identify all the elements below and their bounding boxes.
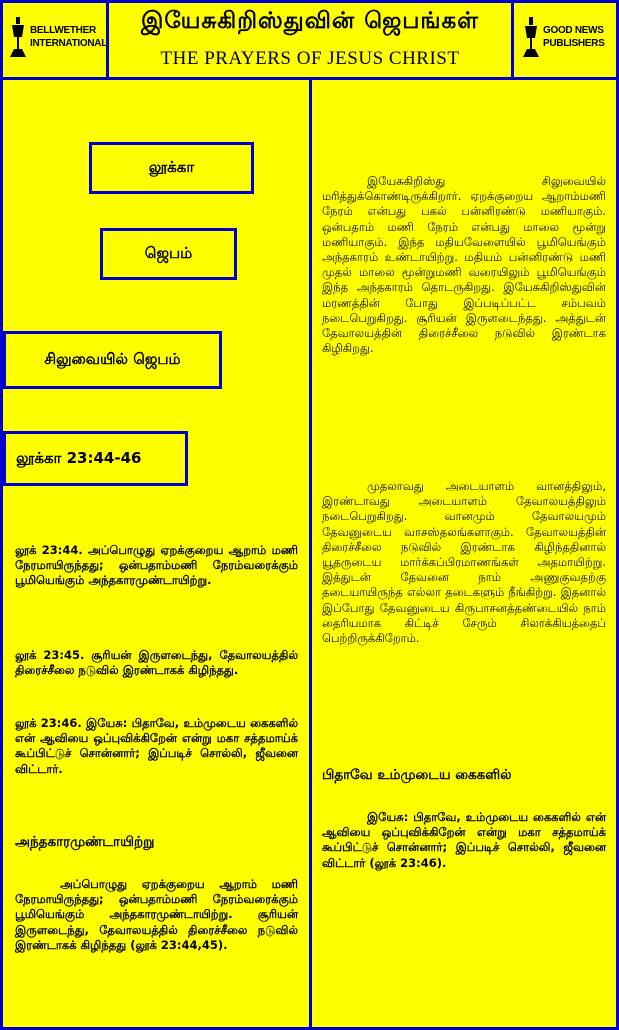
book-box: லூக்கா [89,142,254,194]
bellwether-lamp-icon [8,17,28,57]
left-logo-line1: BELLWETHER [30,25,96,36]
left-section-text: அப்பொழுது ஏறக்குறைய ஆறாம் மணி நேரமாயிருந்தது; ஒன்பதாம்மணி நேரம்வரைக்கும் பூமியெங்கும் அந்தகாரமுண்டாயிற்று. சூரியன் இருளடைந்து, தேவாலயத்தில் திரைச்சீலை நடுவில் இரண்டாகக் கிழிந்தது (லூக் 23:44,45). [15,877,298,952]
verse-1: லூக் 23:44. அப்பொழுது ஏறக்குறைய ஆறாம் மணி நேரமாயிருந்தது; ஒன்பதாம்மணி நேரம்வரைக்கும் பூமியெங்கும் அந்தகாரமுண்டாயிற்று. [15,543,298,588]
right-logo-line2: PUBLISHERS [543,38,605,49]
category-box: ஜெபம் [100,228,237,280]
title-tamil: இயேசுகிறிஸ்துவின் ஜெபங்கள் [141,8,479,34]
bellwether-logo [8,17,107,57]
reference-box: லூக்கா 23:44-46 [3,431,188,486]
verse-2: லூக் 23:45. சூரியன் இருளடைந்து, தேவாலயத்தில் திரைச்சீலை நடுவில் இரண்டாகக் கிழிந்தது. [15,648,298,678]
goodnews-logo [522,17,604,57]
right-paragraph-1: இயேசுகிறிஸ்து சிலுவையில் மரித்துக்கொண்டிருக்கிறார். ஏறக்குறைய ஆறாம்மணி நேரம் என்பது பகல் பன்னிரண்டு மணியாகும். ஒன்பதாம் மணி நேரம் என்பது மாலை மூன்று மணியாகும். இந்த மதியவேளையில் பூமியெங்கும் அந்தகாரம் உண்டாயிற்று. மதியம் பன்னிரண்டு மணி முதல் மாலை மூன்றுமணி வரையிலும் பூமியெங்கும் இந்த அந்தகாரம் தொடருகிறது. இயேசுகிறிஸ்துவின் மரணத்தின் போது இப்படிப்பட்ட சம்பவம் நடைபெறுகிறது. சூரியன் இருளடைந்தது. அத்துடன் தேவாலயத்தின் திரைச்சீலை நடுவில் இரண்டாக கிழிகிறது. [322,174,606,356]
right-logo-line1: GOOD NEWS [543,25,604,36]
subject-box: சிலுவையில் ஜெபம் [3,331,222,389]
verse-3: லூக் 23:46. இயேசு: பிதாவே, உம்முடைய கைகளில் என் ஆவியை ஒப்புவிக்கிறேன் என்று மகா சத்தமாய்க் கூப்பிட்டுச் சொன்னார்; இப்படிச் சொல்லி, ஜீவனை விட்டார். [15,716,298,776]
title-english: THE PRAYERS OF JESUS CHRIST [160,48,460,69]
right-paragraph-3: இயேசு: பிதாவே, உம்முடைய கைகளில் என் ஆவியை ஒப்புவிக்கிறேன் என்று மகா சத்தமாய்க் கூப்பிட்டுச் சொன்னார்; இப்படிச் சொல்லி, ஜீவனை விட்டார் (லூக் 23:46). [322,810,606,870]
left-section-heading: அந்தகாரமுண்டாயிற்று [15,834,155,850]
goodnews-lamp-icon [522,17,540,57]
left-logo-line2: INTERNATIONAL [30,38,108,49]
right-heading: பிதாவே உம்முடைய கைகளில் [322,767,512,783]
right-paragraph-2: முதலாவது அடையாளம் வானத்திலும், இரண்டாவது அடையாளம் தேவாலயத்திலும் நடைபெறுகிறது. வானமும் தேவாலயமும் தேவனுடைய வாசஸ்தலங்களாகும். தேவாலயத்தின் திரைச்சீலை நடுவில் இரண்டாக கிழிந்ததினால் யூதருடைய மார்க்கப்பிரமாணங்கள் அதமாயிற்று. இத்துடன் தேவனை நாம் அணுகுவதற்கு தடையாயிருந்த எல்லா தடைகளும் நீங்கிற்று. இதனால் இப்போது தேவனுடைய கிருபாசனத்தண்டையில் நாம் தைரியமாக கிட்டிச் சேரும் சிலாக்கியத்தைப் பெற்றிருக்கிறோம். [322,479,606,646]
